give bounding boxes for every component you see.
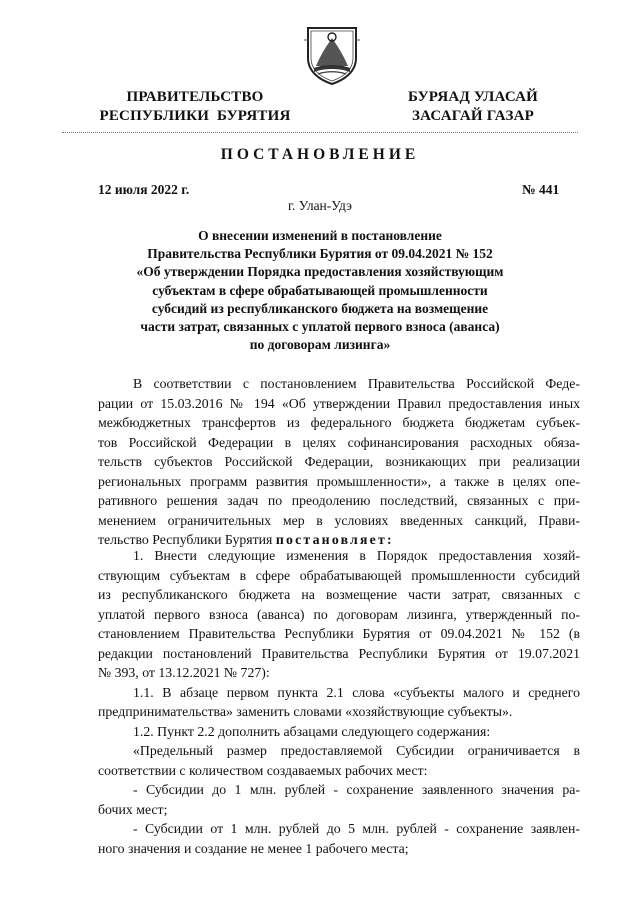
header-divider [62, 132, 578, 133]
document-type: ПОСТАНОВЛЕНИЕ [220, 146, 420, 163]
preamble-paragraph [98, 374, 580, 550]
title-line: О внесении изменений в постановление [198, 228, 442, 243]
coat-of-arms-emblem [302, 22, 362, 86]
title-line: Правительства Республики Бурятия от 09.04.2021 № 152 [147, 246, 493, 262]
item-1-paragraph [98, 546, 580, 858]
text-line: региональных программ развития промышленности», а также в целях опе- [98, 473, 580, 489]
text-line: соответствии с количеством создаваемых рабочих мест: [98, 762, 428, 778]
preamble-last-text: тельство Республики Бурятия [98, 532, 273, 547]
text-line: менением ограничительных мер в условиях введенных санкций, Прави- [98, 512, 580, 528]
title-line: субсидий из республиканского бюджета на возмещение [151, 300, 489, 316]
text-line: 1.1. В абзаце первом пункта 2.1 слова «субъекты малого и среднего [133, 684, 580, 700]
text-line: № 393, от 13.12.2021 № 727): [98, 665, 270, 680]
text-line: 1.2. Пункт 2.2 дополнить абзацами следующего содержания: [133, 723, 491, 739]
text-line: ствующим субъектам в сфере обрабатывающей промышленности субсидий [98, 567, 580, 583]
text-line: становлением Правительства Республики Бурятия от 09.04.2021 № 152 (в [98, 626, 580, 641]
text-line: «Предельный размер предоставляемой Субсидии ограничивается в [133, 743, 580, 758]
document-date: 12 июля 2022 г. [98, 182, 190, 197]
government-name-line2: РЕСПУБЛИКИ БУРЯТИЯ [99, 108, 291, 124]
text-line: - Субсидии до 1 млн. рублей - сохранение заявленного значения ра- [133, 782, 580, 797]
text-line: уплатой первого взноса (аванса) по договорам лизинга, утвержденный по- [98, 606, 580, 622]
text-line: межбюджетных трансфертов из федерального бюджета бюджетам субъек- [98, 415, 580, 430]
text-line: бочих мест; [98, 801, 168, 817]
text-line: из республиканского бюджета на возмещение части затрат, связанных с [98, 587, 580, 602]
government-name-line1: ПРАВИТЕЛЬСТВО [126, 89, 264, 105]
text-line: тов Российской Федерации в целях софинансирования расходных обяза- [98, 434, 580, 450]
text-line: рации от 15.03.2016 № 194 «Об утверждении Правил предоставления иных [98, 395, 580, 411]
text-line: - Субсидии от 1 млн. рублей до 5 млн. рублей - сохранение заявлен- [133, 821, 580, 836]
text-line: ного значения и создание не менее 1 рабочего места; [98, 840, 409, 856]
document-title [90, 227, 550, 354]
title-line: «Об утверждении Порядка предоставления хозяйствующим [136, 264, 504, 280]
government-name-buryat-line2: ЗАСАГАЙ ГАЗАР [412, 108, 534, 124]
title-line: по договорам лизинга» [249, 337, 391, 353]
government-name-buryat-line1: БУРЯАД УЛАСАЙ [407, 89, 539, 105]
document-number: № 441 [522, 182, 560, 197]
text-line: В соответствии с постановлением Правительства Российской Феде- [133, 376, 580, 391]
government-name-russian [90, 88, 300, 126]
text-line: 1. Внести следующие изменения в Порядок предоставления хозяй- [133, 548, 580, 563]
text-line: тельств субъектов Российской Федерации, возникающих при реализации [98, 454, 580, 469]
document-city: г. Улан-Удэ [288, 198, 352, 213]
government-name-buryat [398, 88, 548, 126]
text-line: ративного решения задач по преодолению последствий, связанных с при- [98, 493, 580, 508]
text-line: редакции постановлений Правительства Республики Бурятия от 19.07.2021 [98, 645, 580, 661]
text-line: предпринимательства» заменить словами «хозяйствующие субъекты». [98, 704, 513, 719]
title-line: субъектам в сфере обрабатывающей промышленности [152, 282, 488, 298]
decree-word: постановляет: [275, 532, 394, 547]
title-line: части затрат, связанных с уплатой первого взноса (аванса) [140, 319, 500, 335]
